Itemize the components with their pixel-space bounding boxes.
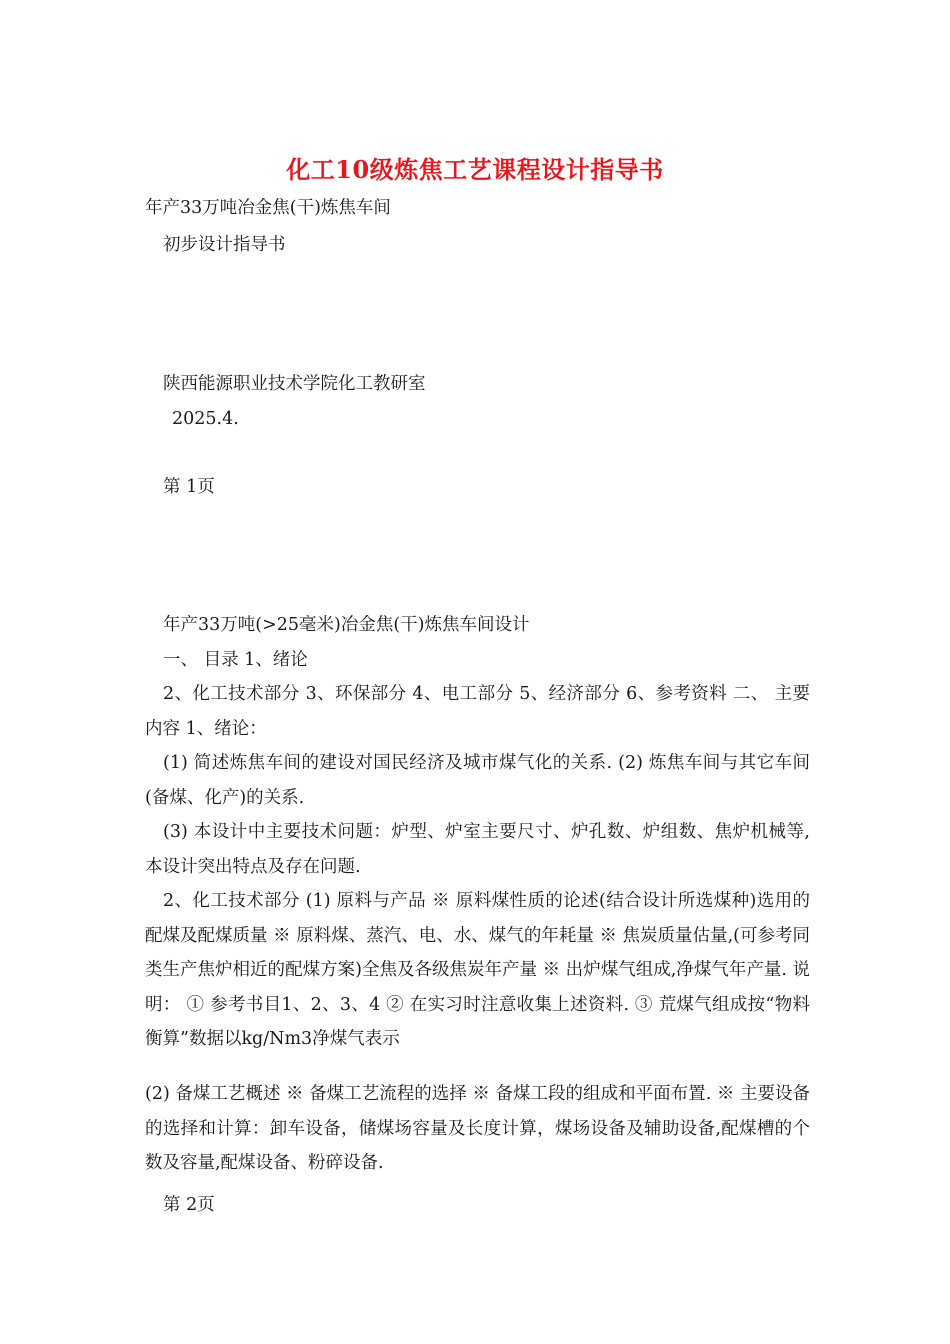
document-title: 化工10级炼焦工艺课程设计指导书 bbox=[286, 155, 664, 184]
cover-subtitle: 初步设计指导书 bbox=[163, 235, 286, 255]
cover-institution: 陕西能源职业技术学院化工教研室 bbox=[163, 374, 426, 394]
coal-prep-paragraph: (2) 备煤工艺概述 ※ 备煤工艺流程的选择 ※ 备煤工段的组成和平面布置. ※ 主要设备的选择和计算：卸车设备，储煤场容量及长度计算，煤场设备及辅助设备,配煤槽的个数及容量,配煤设备、粉碎设备. bbox=[145, 1084, 810, 1173]
page-number-1: 第 1页 bbox=[163, 477, 215, 497]
toc-paragraph: 2、化工技术部分 3、环保部分 4、电工部分 5、经济部分 6、参考资料 二、 主要内容 1、绪论： bbox=[145, 684, 810, 739]
cover-project-line: 年产33万吨冶金焦(干)炼焦车间 bbox=[145, 198, 391, 218]
page-number-2: 第 2页 bbox=[163, 1195, 215, 1215]
cover-date: 2025.4. bbox=[172, 409, 239, 429]
design-heading: 年产33万吨(>25毫米)冶金焦(干)炼焦车间设计 bbox=[163, 615, 530, 635]
intro-paragraph-2: (3) 本设计中主要技术问题：炉型、炉室主要尺寸、炉孔数、炉组数、焦炉机械等,本设计突出特点及存在问题. bbox=[145, 822, 810, 877]
toc-line: 一、 目录 1、绪论 bbox=[163, 650, 308, 670]
intro-paragraph-1: (1) 简述炼焦车间的建设对国民经济及城市煤气化的关系. (2) 炼焦车间与其它车间(备煤、化产)的关系. bbox=[145, 753, 810, 808]
chemical-tech-paragraph: 2、化工技术部分 (1) 原料与产品 ※ 原料煤性质的论述(结合设计所选煤种)选用的配煤及配煤质量 ※ 原料煤、蒸汽、电、水、煤气的年耗量 ※ 焦炭质量估量,(可参考同类生产焦炉相近的配煤方案)全焦及各级焦炭年产量 ※ 出炉煤气组成,净煤气年产量. 说明： ① 参考书目1、2、3、4 ② 在实习时注意收集上述资料. ③ 荒煤气组成按“物料衡算”数据以kg/Nm3净煤气表示 bbox=[145, 891, 810, 1049]
